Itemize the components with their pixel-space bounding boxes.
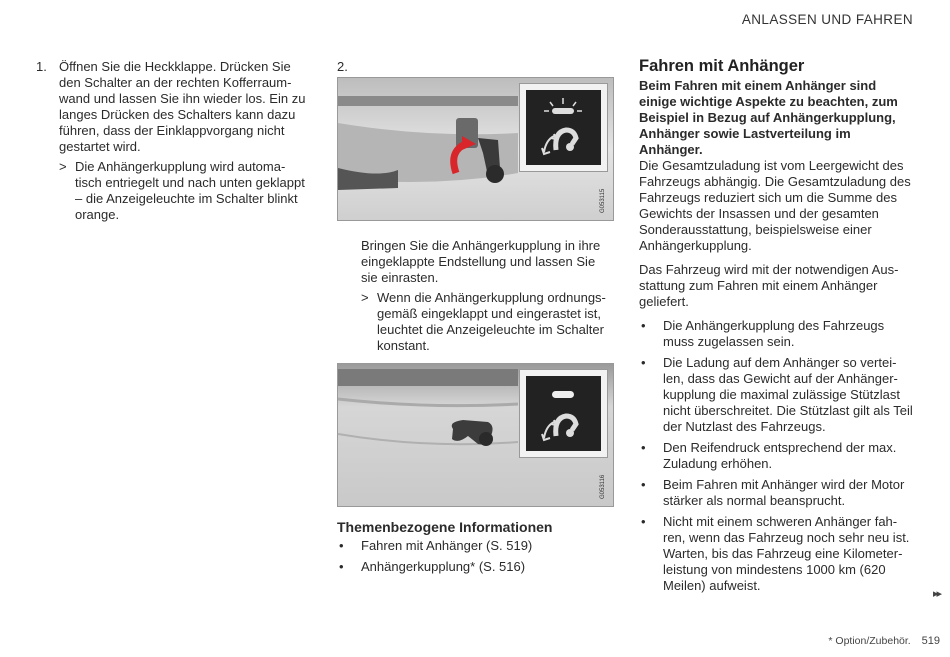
figure-code: G053116 [600, 474, 606, 499]
list-item [639, 355, 915, 435]
paragraph: Die Gesamtzuladung ist vom Leergewicht des Fahrzeugs abhängig. Die Gesamtzuladung des Fahrzeugs reduziert sich um die Summe des Gewichts der Insassen und der gesamten Sonderausstattung, beispielsweise einer Anhängerkupplung. [639, 158, 911, 253]
list-item [639, 477, 915, 509]
result-text: Wenn die Anhängerkupplung ordnungs-gemäß eingeklappt und eingerastet ist, leuchtet die Anzeigeleuchte im Schalter konstant. [377, 290, 606, 353]
bullet: • [641, 355, 646, 370]
towbar-fold-switch-icon [526, 90, 601, 165]
page-number: 519 [921, 635, 940, 647]
step-result [361, 290, 613, 354]
step-text: Bringen Sie die Anhängerkupplung in ihre eingeklappte Endstellung und lassen Sie sie einrasten. [361, 238, 601, 285]
step-number: 1. [36, 59, 47, 74]
section-title: Fahren mit Anhänger [639, 57, 805, 75]
bullet: • [641, 440, 646, 455]
result-text: Die Anhängerkupplung wird automa-tisch entriegelt und nach unten geklappt – die Anzeigeleuchte im Schalter blinkt orange. [75, 159, 305, 222]
list-item [639, 440, 915, 472]
related-link[interactable] [337, 538, 617, 554]
step-1 [36, 59, 311, 223]
related-info [337, 519, 617, 580]
step-2 [361, 238, 613, 354]
switch-panel [519, 83, 608, 172]
related-link[interactable] [337, 559, 617, 575]
result-marker: > [59, 159, 67, 174]
page-footer [828, 635, 940, 647]
list-item-text: Die Anhängerkupplung des Fahrzeugs muss zugelassen sein. [663, 318, 885, 349]
result-marker: > [361, 290, 369, 305]
step-2-number: 2. [337, 59, 348, 74]
list-item-text: Beim Fahren mit Anhänger wird der Motor stärker als normal beansprucht. [663, 477, 905, 508]
list-item-text: Nicht mit einem schweren Anhänger fah-ren, wenn das Fahrzeug noch sehr neu ist. Warten, bis das Fahrzeug eine Kilometer-leistung von mindestens 1000 km (620 Meilen) aufweist. [663, 514, 910, 593]
next-page-arrows-icon[interactable]: ▸▸ [932, 588, 940, 600]
list-item-text: Die Ladung auf dem Anhänger so vertei-len, dass das Gewicht auf der Anhänger-kupplung die maximal zulässige Stützlast nicht überschreitet. Die Stützlast gilt als Teil der Nutzlast des Fahrzeugs. [663, 355, 913, 434]
bullet: • [641, 477, 646, 492]
section-header: ANLASSEN UND FAHREN [741, 12, 913, 27]
intro-text: Beim Fahren mit einem Anhänger sind einige wichtige Aspekte zu beachten, zum Beispiel in Bezug auf Anhängerkupplung, Anhänger sowie Lastverteilung im Anhänger. [639, 78, 898, 157]
towbar-folded-illustration [337, 363, 614, 507]
bullet: • [641, 318, 646, 333]
main-section [639, 58, 915, 599]
related-title: Themenbezogene Informationen [337, 519, 553, 535]
related-link-text[interactable]: Fahren mit Anhänger (S. 519) [361, 538, 533, 553]
list-item [639, 318, 915, 350]
bullet: • [641, 514, 646, 529]
list-item-text: Den Reifendruck entsprechend der max. Zuladung erhöhen. [663, 440, 897, 471]
paragraph: Das Fahrzeug wird mit der notwendigen Aus-stattung zum Fahren mit einem Anhänger geliefert. [639, 262, 899, 309]
list-item [639, 514, 915, 594]
towbar-unfolded-illustration [337, 77, 614, 221]
switch-panel [519, 369, 608, 458]
bullet: • [339, 559, 344, 574]
step-text: Öffnen Sie die Heckklappe. Drücken Sie den Schalter an der rechten Kofferraum-wand und lassen Sie ihn wieder los. Ein zu langes Drücken des Schalters kann dazu führen, dass der Einklappvorgang nicht gestartet wird. [59, 59, 306, 154]
step-result [59, 159, 311, 223]
bullet: • [339, 538, 344, 553]
footnote: * Option/Zubehör. [828, 635, 911, 647]
figure-code: G053115 [600, 188, 606, 213]
related-link-text[interactable]: Anhängerkupplung* (S. 516) [361, 559, 526, 574]
towbar-fold-switch-icon [526, 376, 601, 451]
